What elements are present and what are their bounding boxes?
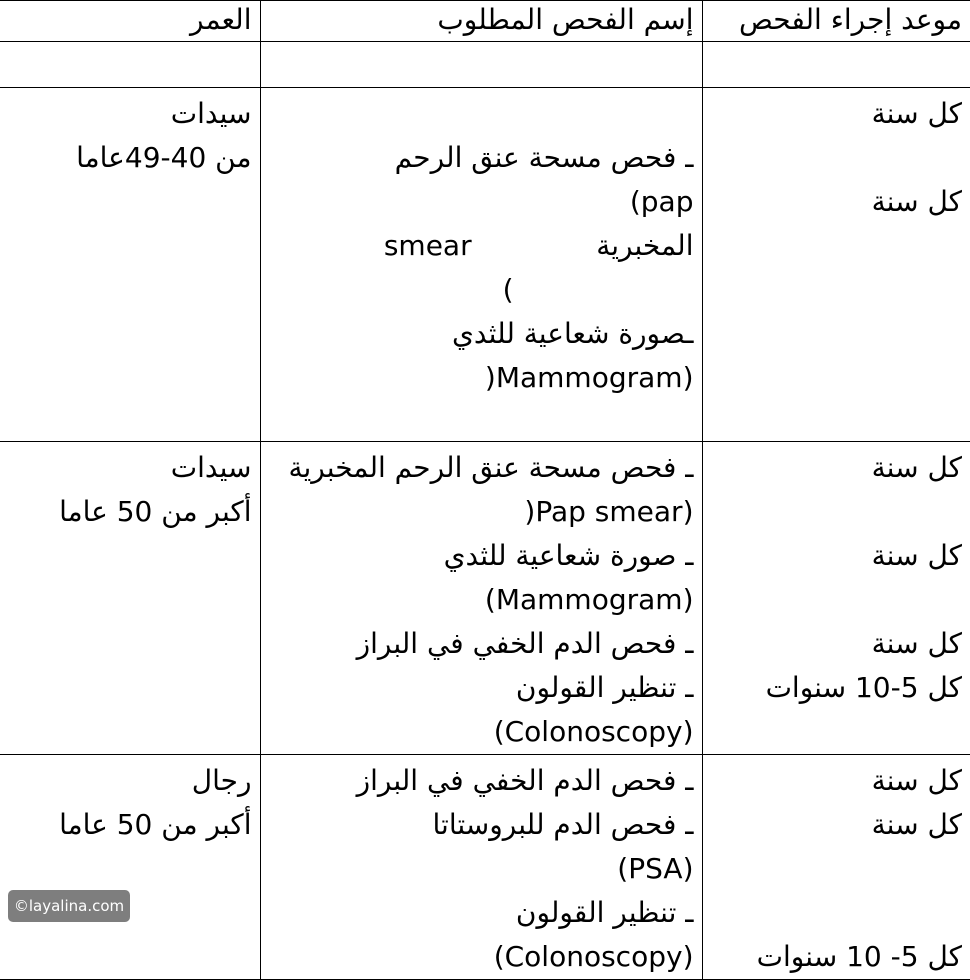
schedule-cell — [702, 442, 970, 755]
schedule-line — [711, 136, 963, 180]
schedule-line: كل 5-10 سنوات — [765, 671, 962, 704]
schedule-line — [711, 847, 963, 891]
schedule-cell — [702, 88, 970, 442]
empty-cell — [260, 42, 702, 88]
schedule-line: كل سنة — [871, 97, 962, 130]
test-line: pap) — [629, 185, 694, 218]
age-cell — [0, 442, 260, 755]
age-line: سيدات — [170, 97, 252, 130]
table-row-women-40-49 — [0, 88, 970, 442]
test-line: ـ تنظير القولون — [515, 671, 694, 704]
age-line: من 40-49عاما — [76, 141, 252, 174]
schedule-line: كل 5- 10 سنوات — [756, 940, 962, 973]
header-row — [0, 1, 970, 42]
watermark-badge: ©layalina.com — [8, 890, 130, 922]
age-line: رجال — [191, 764, 252, 797]
age-cell — [0, 755, 260, 980]
schedule-line: كل سنة — [871, 539, 962, 572]
age-line: أكبر من 50 عاما — [59, 808, 252, 841]
schedule-line: كل سنة — [871, 451, 962, 484]
test-cell — [260, 88, 702, 442]
test-line: ـ فحص الدم الخفي في البراز — [356, 627, 694, 660]
test-line: ـ صورة شعاعية للثدي — [443, 539, 694, 572]
schedule-line — [711, 490, 963, 534]
test-line: ـ فحص الدم للبروستاتا — [432, 808, 694, 841]
empty-cell — [0, 42, 260, 88]
test-line: ـ فحص الدم الخفي في البراز — [356, 764, 694, 797]
test-cell — [260, 755, 702, 980]
test-line: (PSA) — [617, 852, 694, 885]
test-line: (Colonoscopy) — [493, 715, 694, 748]
schedule-line — [711, 891, 963, 935]
test-line: ـ تنظير القولون — [515, 896, 694, 929]
test-cell — [260, 442, 702, 755]
test-line: ـ فحص مسحة عنق الرحم المخبرية — [288, 451, 694, 484]
age-line: أكبر من 50 عاما — [59, 495, 252, 528]
test-line: المخبرية smear — [383, 229, 694, 262]
empty-row — [0, 42, 970, 88]
test-line: (Colonoscopy) — [493, 940, 694, 973]
schedule-cell — [702, 755, 970, 980]
test-line: ) — [502, 273, 514, 306]
age-cell — [0, 88, 260, 442]
header-schedule: موعد إجراء الفحص — [702, 1, 970, 42]
schedule-line: كل سنة — [871, 764, 962, 797]
age-line: سيدات — [170, 451, 252, 484]
table-row-women-over-50 — [0, 442, 970, 755]
schedule-line — [711, 578, 963, 622]
test-line: (Pap smear( — [524, 495, 694, 528]
schedule-line: كل سنة — [871, 627, 962, 660]
table-row-men-over-50 — [0, 755, 970, 980]
test-line: ـ فحص مسحة عنق الرحم — [394, 141, 694, 174]
header-age: العمر — [0, 1, 260, 42]
test-line: (Mammogram( — [484, 361, 694, 394]
empty-cell — [702, 42, 970, 88]
schedule-line: كل سنة — [871, 185, 962, 218]
schedule-line: كل سنة — [871, 808, 962, 841]
test-line: ـصورة شعاعية للثدي — [452, 317, 694, 350]
test-line: (Mammogram) — [484, 583, 694, 616]
header-test-name: إسم الفحص المطلوب — [260, 1, 702, 42]
